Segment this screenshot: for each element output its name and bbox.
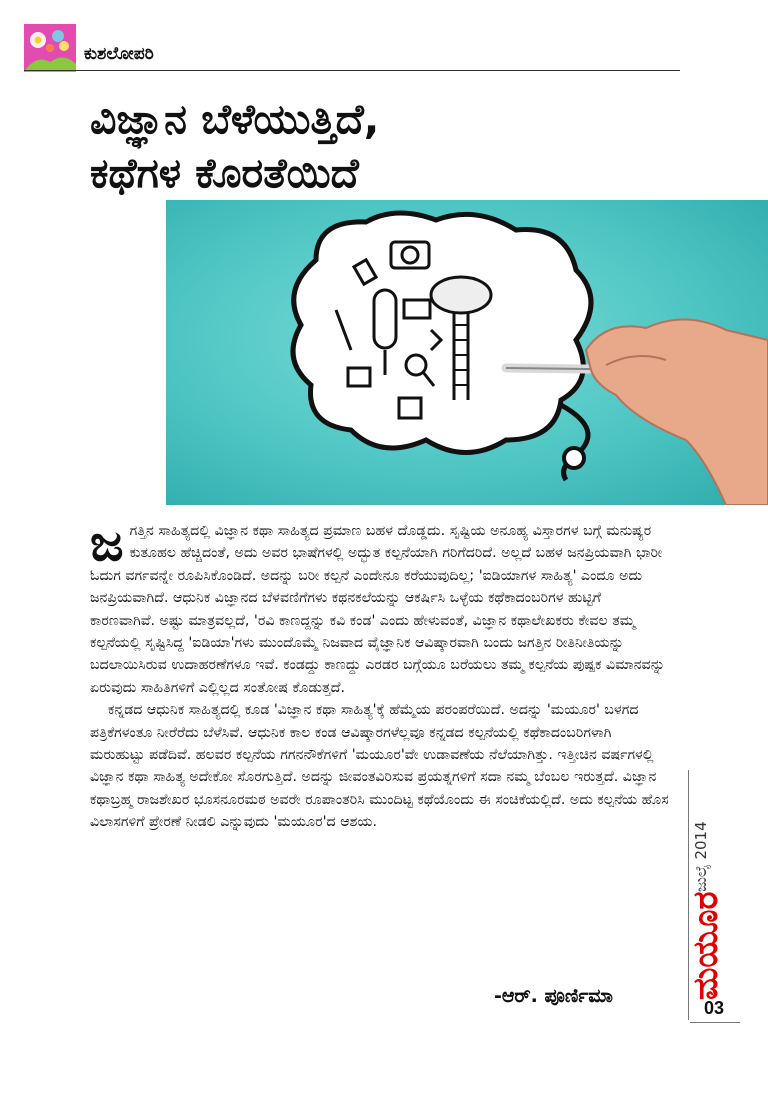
title-line-1: ವಿಜ್ಞಾನ ಬೆಳೆಯುತ್ತಿದೆ, [90,95,380,143]
paragraph-1 [90,514,670,699]
paragraph-2: ಕನ್ನಡದ ಆಧುನಿಕ ಸಾಹಿತ್ಯದಲ್ಲಿ ಕೂಡ 'ವಿಜ್ಞಾನ ಕಥಾ ಸಾಹಿತ್ಯ'ಕ್ಕೆ ಹೆಮ್ಮೆಯ ಪರಂಪರೆಯಿದೆ. ಅದನ್ನು 'ಮಯೂರ' ಬಳಗದ ಪತ್ರಿಕೆಗಳಂತೂ ನೀರೆರೆದು ಬೆಳೆಸಿವೆ. ಆಧುನಿಕ ಕಾಲ ಕಂಡ ಆವಿಷ್ಕಾರಗಳೆಲ್ಲವೂ ಕನ್ನಡದ ಕಲ್ಪನೆಯಲ್ಲಿ ಕಥೆಕಾದಂಬರಿಗಳಾಗಿ ಮರುಹುಟ್ಟು ಪಡೆದಿವೆ. ಹಲವರ ಕಲ್ಪನೆಯ ಗಗನನೌಕೆಗಳಿಗೆ 'ಮಯೂರ'ವೇ ಉಡಾವಣೆಯ ನೆಲೆಯಾಗಿತ್ತು. ಇತ್ತೀಚಿನ ವರ್ಷಗಳಲ್ಲಿ ವಿಜ್ಞಾನ ಕಥಾ ಸಾಹಿತ್ಯ ಅದೇಕೋ ಸೊರಗುತ್ತಿದೆ. ಅದನ್ನು ಜೀವಂತವಿರಿಸುವ ಪ್ರಯತ್ನಗಳಿಗೆ ಸದಾ ನಮ್ಮ ಬೆಂಬಲ ಇರುತ್ತದೆ. ವಿಜ್ಞಾನ ಕಥಾಬ್ರಹ್ಮ ರಾಜಶೇಖರ ಭೂಸನೂರಮಠ ಅವರೇ ರೂಪಾಂತರಿಸಿ ಮುಂದಿಟ್ಟ ಕಥೆಯೊಂದು ಈ ಸಂಚಿಕೆಯಲ್ಲಿದೆ. ಅದು ಕಲ್ಪನೆಯ ಹೊಸ ವಿಲಾಸಗಳಿಗೆ ಪ್ರೇರಣೆ ನೀಡಲಿ ಎನ್ನುವುದು 'ಮಯೂರ'ದ ಆಶಯ. [90,702,669,831]
header-divider [24,70,680,71]
magazine-name: ಮಯೂರ [686,891,726,1000]
paragraph-1-text: ಗತ್ತಿನ ಸಾಹಿತ್ಯದಲ್ಲಿ ವಿಜ್ಞಾನ ಕಥಾ ಸಾಹಿತ್ಯದ ಪ್ರಮಾಣ ಬಹಳ ದೊಡ್ಡದು. ಸೃಷ್ಟಿಯ ಅನೂಹ್ಯ ವಿಸ್ತಾರಗಳ ಬಗ್ಗೆ ಮನುಷ್ಯರ ಕುತೂಹಲ ಹೆಚ್ಚಿದಂತೆ, ಅದು ಅವರ ಭಾಷೆಗಳಲ್ಲಿ ಅದ್ಭುತ ಕಲ್ಪನೆಯಾಗಿ ಗರಿಗೆದರಿದೆ. ಅಲ್ಲದೆ ಬಹಳ ಜನಪ್ರಿಯವಾಗಿ ಭಾರೀ ಓದುಗ ವರ್ಗವನ್ನೇ ರೂಪಿಸಿಕೊಂಡಿದೆ. ಅದನ್ನು ಬರೀ ಕಲ್ಪನೆ ಎಂದೇನೂ ಕರೆಯುವುದಿಲ್ಲ; 'ಐಡಿಯಾಗಳ ಸಾಹಿತ್ಯ' ಎಂದೂ ಅದು ಜನಪ್ರಿಯವಾಗಿದೆ. ಆಧುನಿಕ ವಿಜ್ಞಾನದ ಬೆಳವಣಿಗೆಗಳು ಕಥನಕಲೆಯನ್ನು ಆಕರ್ಷಿಸಿ ಒಳ್ಳೆಯ ಕಥೆಕಾದಂಬರಿಗಳ ಹುಟ್ಟಿಗೆ ಕಾರಣವಾಗಿವೆ. ಅಷ್ಟು ಮಾತ್ರವಲ್ಲದೆ, 'ರವಿ ಕಾಣದ್ದನ್ನು ಕವಿ ಕಂಡ' ಎಂದು ಹೇಳುವಂತೆ, ವಿಜ್ಞಾನ ಕಥಾಲೇಖಕರು ಕೇವಲ ತಮ್ಮ ಕಲ್ಪನೆಯಲ್ಲಿ ಸೃಷ್ಟಿಸಿದ್ದ 'ಐಡಿಯಾ'ಗಳು ಮುಂದೊಮ್ಮೆ ನಿಜವಾದ ವೈಜ್ಞಾನಿಕ ಆವಿಷ್ಕಾರವಾಗಿ ಬಂದು ಜಗತ್ತಿನ ರೀತಿನೀತಿಯನ್ನು ಬದಲಾಯಿಸಿರುವ ಉದಾಹರಣೆಗಳೂ ಇವೆ. ಕಂಡದ್ದು ಕಾಣದ್ದು ಎರಡರ ಬಗ್ಗೆಯೂ ಬರೆಯಲು ತಮ್ಮ ಕಲ್ಪನೆಯ ಪುಷ್ಪಕ ವಿಮಾನವನ್ನು ಏರುವುದು ಸಾಹಿತಿಗಳಿಗೆ ಎಲ್ಲಿಲ್ಲದ ಸಂತೋಷ ಕೊಡುತ್ತದೆ. [90,523,666,696]
article-title [90,92,670,200]
article-body [90,514,670,834]
title-line-2: ಕಥೆಗಳ ಕೊರತೆಯಿದೆ [90,149,359,197]
section-logo [24,24,76,72]
section-label: ಕುಶಲೋಪರಿ [84,44,154,64]
page-number-underline [690,1022,740,1023]
flowers-collage-icon [24,24,76,72]
hand-drawing-thought-cloud-icon [166,200,768,505]
drop-cap: ಜ [90,514,124,572]
hero-image [166,200,768,505]
issue-date: ಜುಲೈ 2014 [692,821,710,892]
author-name: -ಆರ್. ಪೂರ್ಣಿಮಾ [494,985,613,1007]
page-number: 03 [704,998,725,1018]
